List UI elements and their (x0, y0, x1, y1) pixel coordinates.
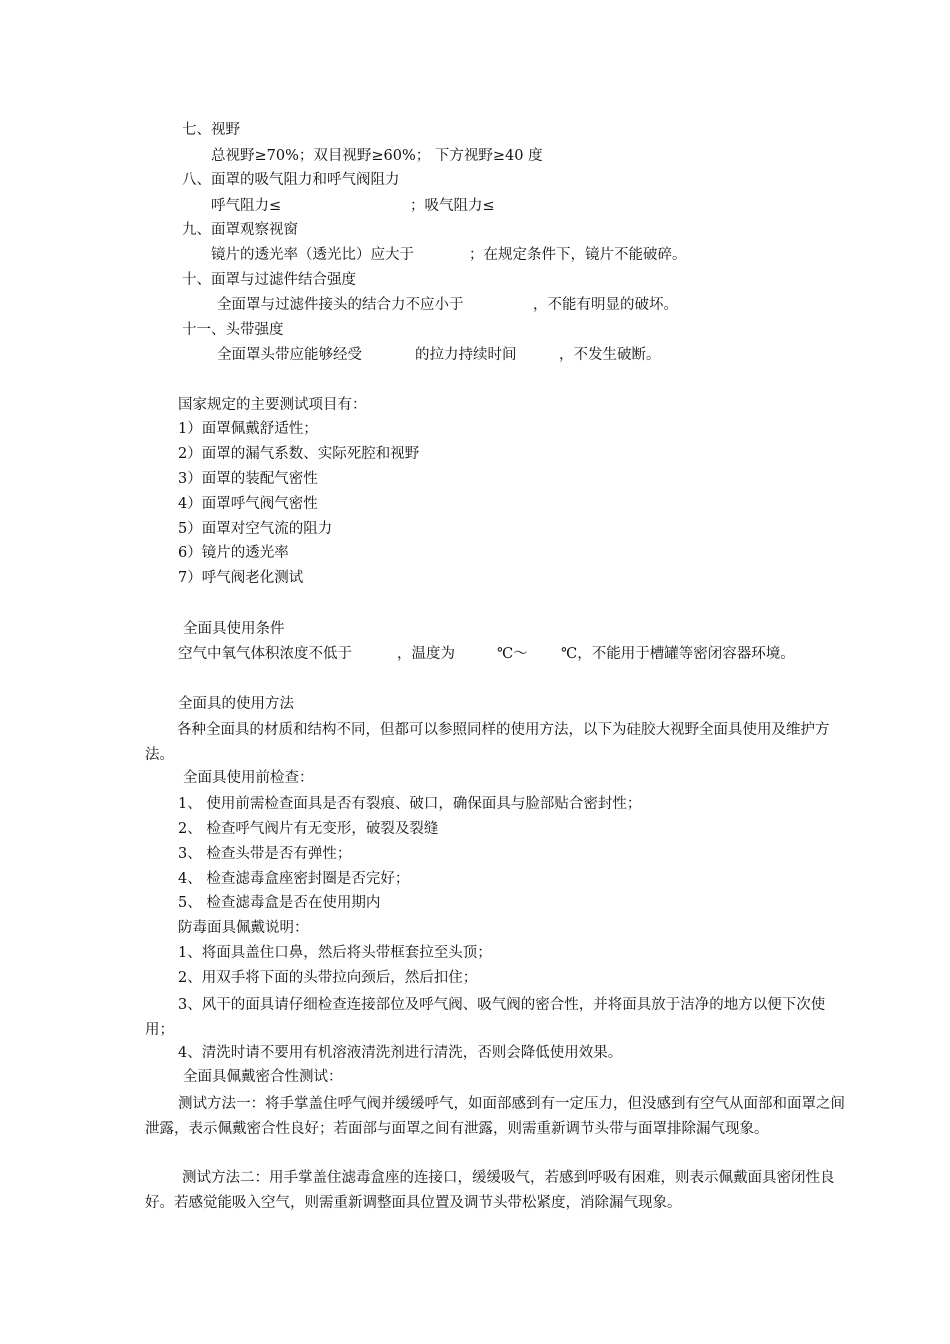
section-8-body (211, 196, 611, 216)
tests-heading: 国家规定的主要测试项目有： (178, 397, 367, 413)
precheck-item: 1、 使用前需检查面具是否有裂痕、破口，确保面具与脸部贴合密封性； (178, 796, 642, 812)
section-10-body-part-a: 全面罩与过滤件接头的结合力不应小于 (217, 297, 464, 313)
conditions-heading: 全面具使用条件 (183, 621, 285, 637)
section-10-body-part-b: ，不能有明显的破坏。 (533, 297, 678, 313)
section-8-title: 八、面罩的吸气阻力和呼气阀阻力 (182, 172, 400, 188)
wearing-item: 1、将面具盖住口鼻，然后将头带框套拉至头顶； (178, 945, 492, 961)
section-11-title: 十一、头带强度 (182, 322, 284, 338)
precheck-item: 2、 检查呼气阀片有无变形，破裂及裂缝 (178, 821, 439, 837)
test-item: 4）面罩呼气阀气密性 (178, 496, 318, 512)
test-item: 5）面罩对空气流的阻力 (178, 521, 333, 537)
conditions-body-part-a: 空气中氧气体积浓度不低于 (178, 646, 352, 662)
precheck-heading: 全面具使用前检查： (183, 770, 314, 786)
precheck-item: 3、 检查头带是否有弹性； (178, 846, 352, 862)
section-10-body (217, 295, 737, 315)
fit-test-heading: 全面具佩戴密合性测试： (183, 1069, 343, 1085)
section-9-body-part-a: 镜片的透光率（透光比）应大于 (211, 247, 414, 263)
wearing-item: 2、用双手将下面的头带拉向颈后，然后扣住； (178, 970, 478, 986)
test-item: 3）面罩的装配气密性 (178, 471, 318, 487)
conditions-body-part-d: ℃，不能用于槽罐等密闭容器环境。 (561, 646, 795, 662)
wearing-heading: 防毒面具佩戴说明： (178, 920, 309, 936)
section-11-body-part-c: ，不发生破断。 (559, 347, 661, 363)
test-item: 2）面罩的漏气系数、实际死腔和视野 (178, 446, 420, 462)
section-10-title: 十、面罩与过滤件结合强度 (182, 272, 356, 288)
section-7-title: 七、视野 (182, 122, 240, 138)
section-8-body-part-a: 呼气阻力≤ (211, 198, 282, 214)
section-11-body-part-a: 全面罩头带应能够经受 (217, 347, 362, 363)
wearing-item: 3、风干的面具请仔细检查连接部位及呼气阀、吸气阀的密合性，并将面具放于洁净的地方以便下次使用； (145, 997, 826, 1038)
section-9-title: 九、面罩观察视窗 (182, 222, 298, 238)
conditions-body (178, 644, 838, 664)
test-item: 1）面罩佩戴舒适性； (178, 421, 318, 437)
precheck-item: 5、 检查滤毒盒是否在使用期内 (178, 895, 381, 911)
conditions-body-part-c: ℃～ (497, 646, 528, 662)
section-8-body-part-b: ；吸气阻力≤ (410, 198, 495, 214)
conditions-body-part-b: ，温度为 (397, 646, 455, 662)
wearing-item: 4、清洗时请不要用有机溶液清洗剂进行清洗，否则会降低使用效果。 (178, 1045, 623, 1061)
usage-intro: 各种全面具的材质和结构不同，但都可以参照同样的使用方法，以下为硅胶大视野全面具使用及维护方法。 (145, 722, 830, 763)
fit-test-method-2: 测试方法二：用手掌盖住滤毒盒座的连接口，缓缓吸气，若感到呼吸有困难，则表示佩戴面具密闭性良好。若感觉能吸入空气，则需重新调整面具位置及调节头带松紧度，消除漏气现象。 (145, 1170, 835, 1211)
fit-test-method-1: 测试方法一：将手掌盖住呼气阀并缓缓呼气，如面部感到有一定压力，但没感到有空气从面部和面罩之间泄露，表示佩戴密合性良好；若面部与面罩之间有泄露，则需重新调节头带与面罩排除漏气现象。 (145, 1096, 845, 1137)
test-item: 6）镜片的透光率 (178, 545, 289, 561)
test-item: 7）呼气阀老化测试 (178, 570, 304, 586)
section-11-body (217, 345, 697, 365)
section-9-body (211, 245, 771, 265)
precheck-item: 4、 检查滤毒盒座密封圈是否完好； (178, 871, 410, 887)
section-7-body: 总视野≥70%；双目视野≥60%； 下方视野≥40 度 (211, 148, 543, 164)
usage-heading: 全面具的使用方法 (178, 696, 294, 712)
section-9-body-part-b: ；在规定条件下，镜片不能破碎。 (469, 247, 687, 263)
section-11-body-part-b: 的拉力持续时间 (415, 347, 517, 363)
